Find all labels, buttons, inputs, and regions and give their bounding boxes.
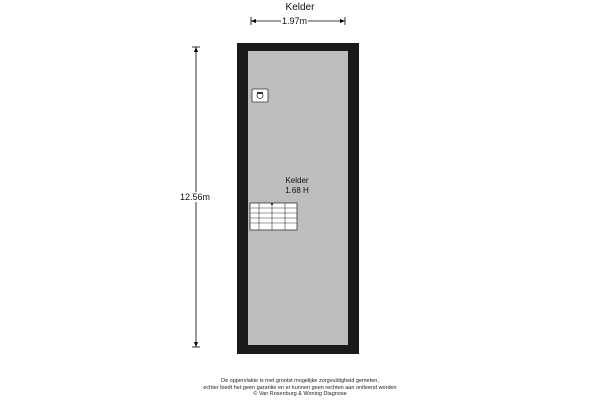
width-dimension-label: 1.97m (282, 16, 308, 26)
room-height: 1.68 H (285, 186, 309, 195)
floor-title: Kelder (285, 2, 315, 13)
room-label (277, 176, 317, 196)
disclaimer-line-2: echter biedt het geen garantie en er kunnen geen rechten aan ontleend worden (203, 384, 397, 391)
room-name: Kelder (285, 176, 309, 185)
disclaimer-line-3: © Van Rosenburg & Woning Diagnose (253, 391, 347, 397)
disclaimer-line-1: De oppervlakte is met grootst mogelijke zorgvuldigheid gemeten, (221, 378, 379, 384)
staircase-icon (250, 203, 297, 230)
disclaimer (150, 378, 450, 398)
meter-box-icon (252, 89, 268, 102)
length-dimension-label: 12.56m (180, 192, 211, 202)
